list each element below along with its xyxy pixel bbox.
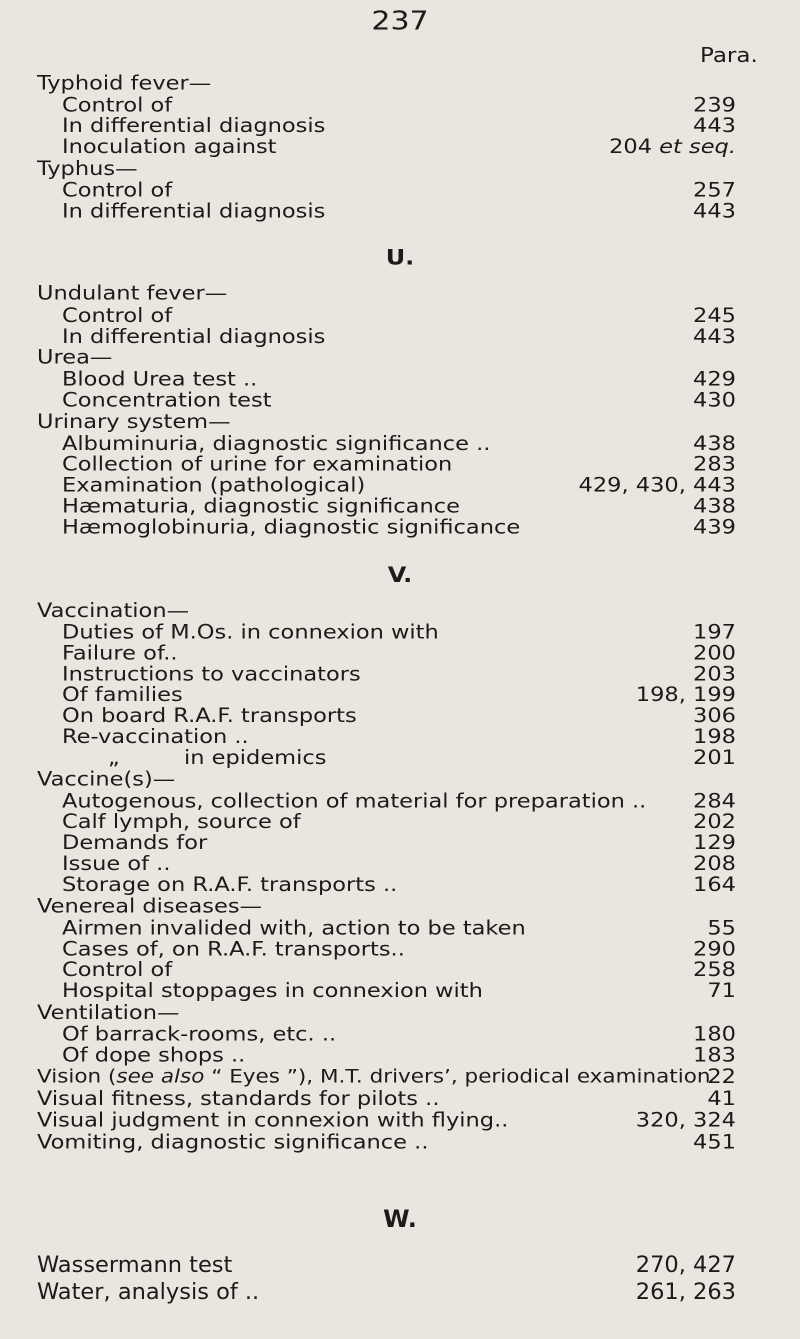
entry-ref: 203: [693, 662, 736, 686]
entry-ref: 198: [693, 725, 736, 749]
entry-ref: 71: [707, 979, 736, 1003]
entry-ref: 41: [707, 1087, 736, 1111]
entry-label: Control of: [62, 179, 173, 202]
entry-ref: 430: [693, 388, 736, 412]
heading-venereal-diseases: Venereal diseases—: [37, 895, 263, 918]
entry-label: Hæmoglobinuria, diagnostic significance: [62, 515, 521, 539]
entry-label: Control of: [62, 93, 173, 117]
entry-ref-with-suffix: [609, 137, 736, 158]
heading-vaccination: Vaccination—: [37, 599, 190, 623]
entry-ref: 320, 324: [635, 1109, 736, 1132]
entry-visual-judgment: Visual judgment in connexion with flying..: [37, 1109, 509, 1132]
entry-label: Of barrack-rooms, etc. ..: [62, 1023, 337, 1046]
heading-undulant-fever: Undulant fever—: [37, 281, 228, 305]
entry-label: Inoculation against: [62, 135, 277, 159]
entry-ref: 443: [693, 200, 736, 223]
entry-ref: 257: [693, 179, 736, 202]
entry-ref: 438: [693, 495, 736, 518]
entry-ref: 258: [693, 958, 736, 982]
entry-label: Collection of urine for examination: [62, 453, 453, 476]
entry-label: Cases of, on R.A.F. transports..: [62, 937, 405, 961]
entry-ref: 290: [693, 937, 736, 961]
entry-visual-fitness: Visual fitness, standards for pilots ..: [37, 1087, 440, 1111]
heading-urinary-system: Urinary system—: [37, 410, 231, 434]
entry-label: In differential diagnosis: [62, 200, 326, 223]
entry-label: Of dope shops ..: [62, 1044, 246, 1067]
entry-ref-suffix: et seq.: [659, 135, 736, 159]
entry-label: in epidemics: [184, 746, 327, 770]
entry-label: Calf lymph, source of: [62, 810, 301, 834]
entry-label: Autogenous, collection of material for preparation ..: [62, 789, 647, 813]
entry-label: Hæmaturia, diagnostic significance: [62, 495, 460, 518]
entry-label: Hospital stoppages in connexion with: [62, 979, 483, 1003]
entry-label: Of families: [62, 683, 183, 707]
entry-label: Concentration test: [62, 388, 272, 412]
entry-ref: 283: [693, 453, 736, 476]
entry-label: Airmen invalided with, action to be taken: [62, 916, 526, 940]
entry-label: “ Eyes ”), M.T. drivers’, periodical examination: [204, 1065, 711, 1088]
entry-ref: 451: [693, 1131, 736, 1154]
entry-ref: 183: [693, 1044, 736, 1067]
section-letter-v: V.: [387, 562, 413, 588]
entry-ref: 284: [693, 789, 736, 813]
heading-typhoid-fever: Typhoid fever—: [37, 72, 212, 95]
entry-ref: 439: [693, 515, 736, 539]
entry-label: Demands for: [62, 831, 208, 855]
entry-ref: 198, 199: [635, 683, 736, 707]
entry-ref: 429, 430, 443: [578, 474, 736, 497]
entry-label: Failure of..: [62, 642, 178, 665]
entry-label: Albuminuria, diagnostic significance ..: [62, 432, 491, 456]
heading-vaccines: Vaccine(s)—: [37, 768, 176, 791]
entry-vision: [37, 1067, 710, 1088]
entry-ref: 201: [693, 746, 736, 770]
heading-typhus: Typhus—: [37, 157, 138, 181]
heading-urea: Urea—: [37, 346, 113, 369]
entry-water: Water, analysis of ..: [37, 1279, 260, 1305]
entry-ref: 438: [693, 432, 736, 456]
ditto-mark: „: [108, 746, 120, 770]
entry-ref: 306: [693, 704, 736, 728]
entry-ref: 204: [609, 135, 653, 159]
entry-label: Re-vaccination ..: [62, 725, 249, 749]
entry-label: Blood Urea test ..: [62, 368, 258, 391]
heading-ventilation: Ventilation—: [37, 1001, 180, 1024]
entry-label: On board R.A.F. transports: [62, 704, 357, 728]
entry-vomiting: Vomiting, diagnostic significance ..: [37, 1131, 429, 1154]
entry-wassermann: Wassermann test: [37, 1252, 233, 1278]
entry-label: Vision (: [37, 1065, 117, 1088]
entry-ref: 429: [693, 368, 736, 391]
entry-ref: 261, 263: [635, 1279, 736, 1305]
entry-ref: 443: [693, 325, 736, 348]
entry-label: Storage on R.A.F. transports ..: [62, 873, 398, 897]
entry-ref: 55: [707, 916, 736, 940]
entry-ref: 245: [693, 304, 736, 328]
entry-ref: 180: [693, 1023, 736, 1046]
entry-ref: 202: [693, 810, 736, 834]
entry-ref: 200: [693, 642, 736, 665]
entry-ref: 197: [693, 621, 736, 644]
entry-label: Instructions to vaccinators: [62, 662, 361, 686]
section-letter-w: W.: [383, 1205, 417, 1233]
entry-label: Control of: [62, 958, 173, 982]
entry-label: Examination (pathological): [62, 474, 366, 497]
entry-label: Control of: [62, 304, 173, 328]
entry-ref: 164: [693, 873, 736, 897]
entry-ref: 129: [693, 831, 736, 855]
entry-ref: 239: [693, 93, 736, 117]
para-column-label: Para.: [700, 44, 758, 67]
page-number: 237: [371, 6, 429, 37]
entry-ref: 22: [707, 1065, 736, 1089]
entry-label: Issue of ..: [62, 852, 171, 876]
see-also: see also: [116, 1065, 205, 1088]
entry-label: In differential diagnosis: [62, 325, 326, 348]
entry-ref: 443: [693, 114, 736, 138]
entry-ref: 208: [693, 852, 736, 876]
entry-label: Duties of M.Os. in connexion with: [62, 621, 439, 644]
entry-ref: 270, 427: [635, 1252, 736, 1278]
entry-label: In differential diagnosis: [62, 114, 326, 138]
section-letter-u: U.: [385, 245, 415, 270]
